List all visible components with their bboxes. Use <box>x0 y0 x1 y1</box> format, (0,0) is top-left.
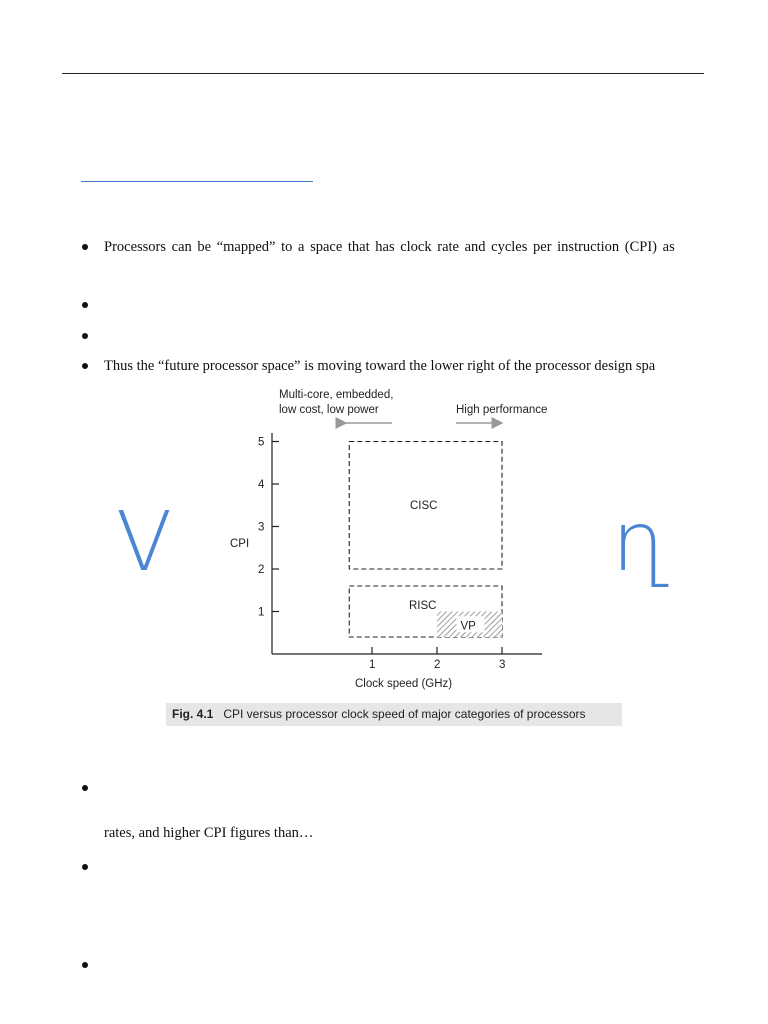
cpi-chart <box>220 385 560 695</box>
annotation-left-1: Multi-core, embedded, <box>279 389 394 401</box>
bullet-dot <box>82 785 88 791</box>
figure-caption <box>166 703 622 726</box>
bullet-dot <box>82 244 88 250</box>
region-label-cisc: CISC <box>410 500 438 512</box>
bullet-dot <box>82 363 88 369</box>
watermark-right: ղ <box>612 495 670 590</box>
regions <box>349 442 502 638</box>
link-underline[interactable] <box>81 181 313 182</box>
bullet-dot <box>82 864 88 870</box>
x-tick-label: 2 <box>434 659 441 671</box>
y-tick-label: 1 <box>258 606 265 619</box>
header-rule <box>62 73 704 74</box>
caption-text: CPI versus processor clock speed of major categories of processors <box>223 707 586 721</box>
y-axis-label: CPI <box>230 538 250 550</box>
x-axis-label: Clock speed (GHz) <box>355 678 453 690</box>
bullet-dot <box>82 962 88 968</box>
y-ticks <box>258 437 279 619</box>
region-label-vp: VP <box>460 620 476 633</box>
region-label-risc: RISC <box>409 600 437 612</box>
y-tick-label: 4 <box>258 479 265 491</box>
y-tick-label: 3 <box>258 521 265 534</box>
x-tick-label: 1 <box>369 659 376 671</box>
x-tick-label: 3 <box>499 659 506 671</box>
annotation-right: High performance <box>456 404 548 416</box>
annotation-left-2: low cost, low power <box>279 404 379 416</box>
bullet-text-1: Processors can be “mapped” to a space that has clock rate and cycles per instruction (CPI) as <box>104 239 675 255</box>
caption-label: Fig. 4.1 <box>172 707 214 721</box>
watermark-left: V <box>116 495 173 590</box>
y-tick-label: 5 <box>258 436 265 449</box>
bullet-text-5-cont: rates, and higher CPI figures than… <box>104 825 314 841</box>
bullet-dot <box>82 333 88 339</box>
bullet-dot <box>82 302 88 308</box>
bullet-text-4: Thus the “future processor space” is moving toward the lower right of the processor design spa <box>104 358 656 374</box>
x-ticks <box>369 647 505 671</box>
y-tick-label: 2 <box>258 564 265 576</box>
